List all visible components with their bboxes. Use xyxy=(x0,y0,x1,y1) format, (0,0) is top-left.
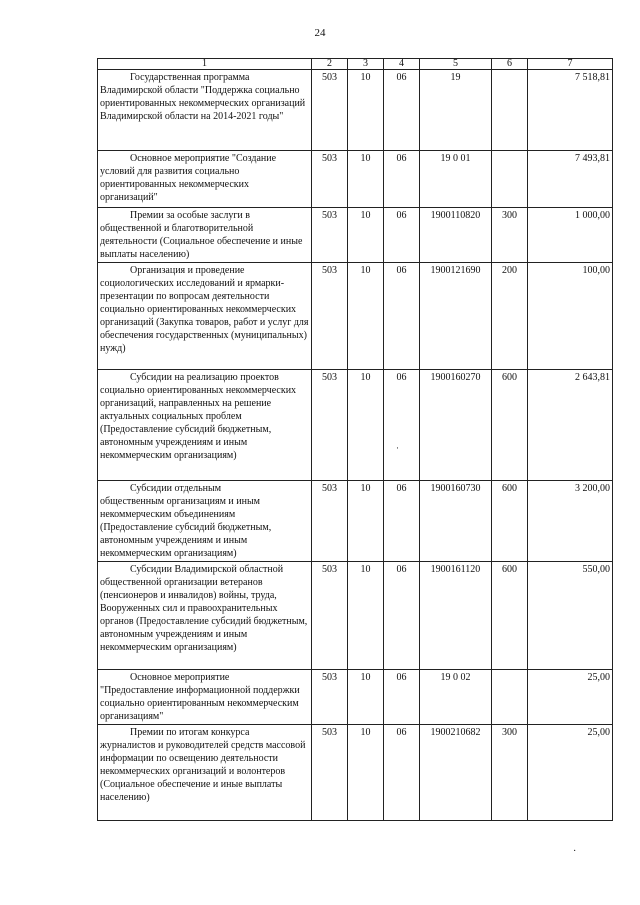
row-target-code: 1900160730 xyxy=(420,481,492,562)
row-expense-type: 300 xyxy=(492,208,528,263)
row-name xyxy=(98,562,312,670)
row-target-code: 1900161120 xyxy=(420,562,492,670)
row-subsection-code: 06 xyxy=(384,562,420,670)
header-row xyxy=(98,59,613,70)
row-target-code: 1900210682 xyxy=(420,725,492,821)
row-name-first: Основное мероприятие xyxy=(130,672,230,683)
table-row xyxy=(98,562,613,670)
row-amount: 100,00 xyxy=(528,263,613,370)
row-name xyxy=(98,670,312,725)
row-section-code: 10 xyxy=(348,481,384,562)
header-col-3: 3 xyxy=(348,59,384,70)
header-col-2: 2 xyxy=(312,59,348,70)
scan-artifact-mark: · xyxy=(396,443,399,453)
row-name xyxy=(98,481,312,562)
row-name-rest: общественной организации ветеранов (пенсионеров и инвалидов) войны, труда, Вооруженных сил и правоохранительных органов (Предоставление субсидий бюджетным, автономным учреждениям и иным некоммерческим организациям) xyxy=(100,577,308,653)
table-row xyxy=(98,370,613,481)
row-name-first: Субсидии отдельным xyxy=(130,483,222,494)
row-name-first: Премии за особые заслуги в xyxy=(130,210,251,221)
table-row xyxy=(98,208,613,263)
row-name-rest: социологических исследований и ярмарки-презентации по вопросам деятельности социально ориентированных некоммерческих организаций (Закупка товаров, работ и услуг для обеспечения государственных (муниципальных) нужд) xyxy=(100,278,309,354)
row-amount: 2 643,81 xyxy=(528,370,613,481)
header-col-6: 6 xyxy=(492,59,528,70)
row-name-first: Субсидии Владимирской областной xyxy=(130,564,284,575)
row-name-first: Субсидии на реализацию проектов xyxy=(130,372,279,383)
row-section-code: 10 xyxy=(348,670,384,725)
table-row xyxy=(98,725,613,821)
row-target-code: 1900121690 xyxy=(420,263,492,370)
scan-artifact-dot: · xyxy=(573,846,577,857)
row-subsection-code: 06 xyxy=(384,208,420,263)
row-target-code: 19 0 01 xyxy=(420,151,492,208)
row-name-first: Государственная программа xyxy=(130,72,250,83)
budget-table xyxy=(97,58,613,821)
row-amount: 1 000,00 xyxy=(528,208,613,263)
row-ministry-code: 503 xyxy=(312,481,348,562)
row-expense-type: 600 xyxy=(492,370,528,481)
row-target-code: 19 0 02 xyxy=(420,670,492,725)
row-amount: 7 493,81 xyxy=(528,151,613,208)
header-col-1: 1 xyxy=(98,59,312,70)
row-name-rest: Владимирской области "Поддержка социально ориентированных некоммерческих организаций Владимирской области на 2014-2021 годы" xyxy=(100,85,306,122)
row-section-code: 10 xyxy=(348,151,384,208)
row-name-rest: условий для развития социально ориентированных некоммерческих организаций" xyxy=(100,166,249,203)
row-name-first: Организация и проведение xyxy=(130,265,245,276)
row-name xyxy=(98,151,312,208)
table-row xyxy=(98,151,613,208)
row-amount: 25,00 xyxy=(528,725,613,821)
row-name-rest: журналистов и руководителей средств массовой информации по освещению деятельности некоммерческих организаций и волонтеров (Социальное обеспечение и иные выплаты населению) xyxy=(100,740,306,803)
row-subsection-code: 06 xyxy=(384,481,420,562)
row-target-code: 19 xyxy=(420,70,492,151)
row-ministry-code: 503 xyxy=(312,151,348,208)
row-ministry-code: 503 xyxy=(312,70,348,151)
row-name xyxy=(98,725,312,821)
row-name xyxy=(98,370,312,481)
page-number: 24 xyxy=(314,27,326,39)
row-subsection-code: 06 xyxy=(384,725,420,821)
row-section-code: 10 xyxy=(348,370,384,481)
row-name-first: Основное мероприятие "Создание xyxy=(130,153,277,164)
row-name-rest: "Предоставление информационной поддержки социально ориентированным некоммерческим организациям" xyxy=(100,685,300,722)
table-row xyxy=(98,70,613,151)
row-target-code: 1900110820 xyxy=(420,208,492,263)
row-name xyxy=(98,70,312,151)
row-ministry-code: 503 xyxy=(312,562,348,670)
header-col-5: 5 xyxy=(420,59,492,70)
header-col-4: 4 xyxy=(384,59,420,70)
table-row xyxy=(98,263,613,370)
row-name-first: Премии по итогам конкурса xyxy=(130,727,250,738)
row-expense-type xyxy=(492,670,528,725)
row-expense-type: 200 xyxy=(492,263,528,370)
row-name xyxy=(98,208,312,263)
table-row xyxy=(98,670,613,725)
row-section-code: 10 xyxy=(348,70,384,151)
row-amount: 7 518,81 xyxy=(528,70,613,151)
row-amount: 550,00 xyxy=(528,562,613,670)
row-expense-type: 600 xyxy=(492,562,528,670)
row-section-code: 10 xyxy=(348,725,384,821)
row-ministry-code: 503 xyxy=(312,263,348,370)
row-ministry-code: 503 xyxy=(312,670,348,725)
row-section-code: 10 xyxy=(348,263,384,370)
row-amount: 25,00 xyxy=(528,670,613,725)
row-subsection-code: 06 xyxy=(384,151,420,208)
row-section-code: 10 xyxy=(348,208,384,263)
row-name-rest: общественной и благотворительной деятельности (Социальное обеспечение и иные выплаты населению) xyxy=(100,223,303,260)
row-name xyxy=(98,263,312,370)
row-expense-type xyxy=(492,151,528,208)
row-subsection-code: 06 xyxy=(384,370,420,481)
header-col-7: 7 xyxy=(528,59,613,70)
row-ministry-code: 503 xyxy=(312,725,348,821)
row-expense-type: 300 xyxy=(492,725,528,821)
row-name-rest: социально ориентированных некоммерческих организаций, направленных на решение актуальных социальных проблем (Предоставление субсидий бюджетным, автономным учреждениям и иным некоммерческим организациям) xyxy=(100,385,297,461)
row-subsection-code: 06 xyxy=(384,670,420,725)
row-expense-type xyxy=(492,70,528,151)
table-row xyxy=(98,481,613,562)
row-amount: 3 200,00 xyxy=(528,481,613,562)
row-name-rest: общественным организациям и иным некоммерческим объединениям (Предоставление субсидий бюджетным, автономным учреждениям и иным некоммерческим организациям) xyxy=(100,496,272,559)
row-expense-type: 600 xyxy=(492,481,528,562)
row-ministry-code: 503 xyxy=(312,208,348,263)
row-subsection-code: 06 xyxy=(384,263,420,370)
row-section-code: 10 xyxy=(348,562,384,670)
row-target-code: 1900160270 xyxy=(420,370,492,481)
row-ministry-code: 503 xyxy=(312,370,348,481)
row-subsection-code: 06 xyxy=(384,70,420,151)
